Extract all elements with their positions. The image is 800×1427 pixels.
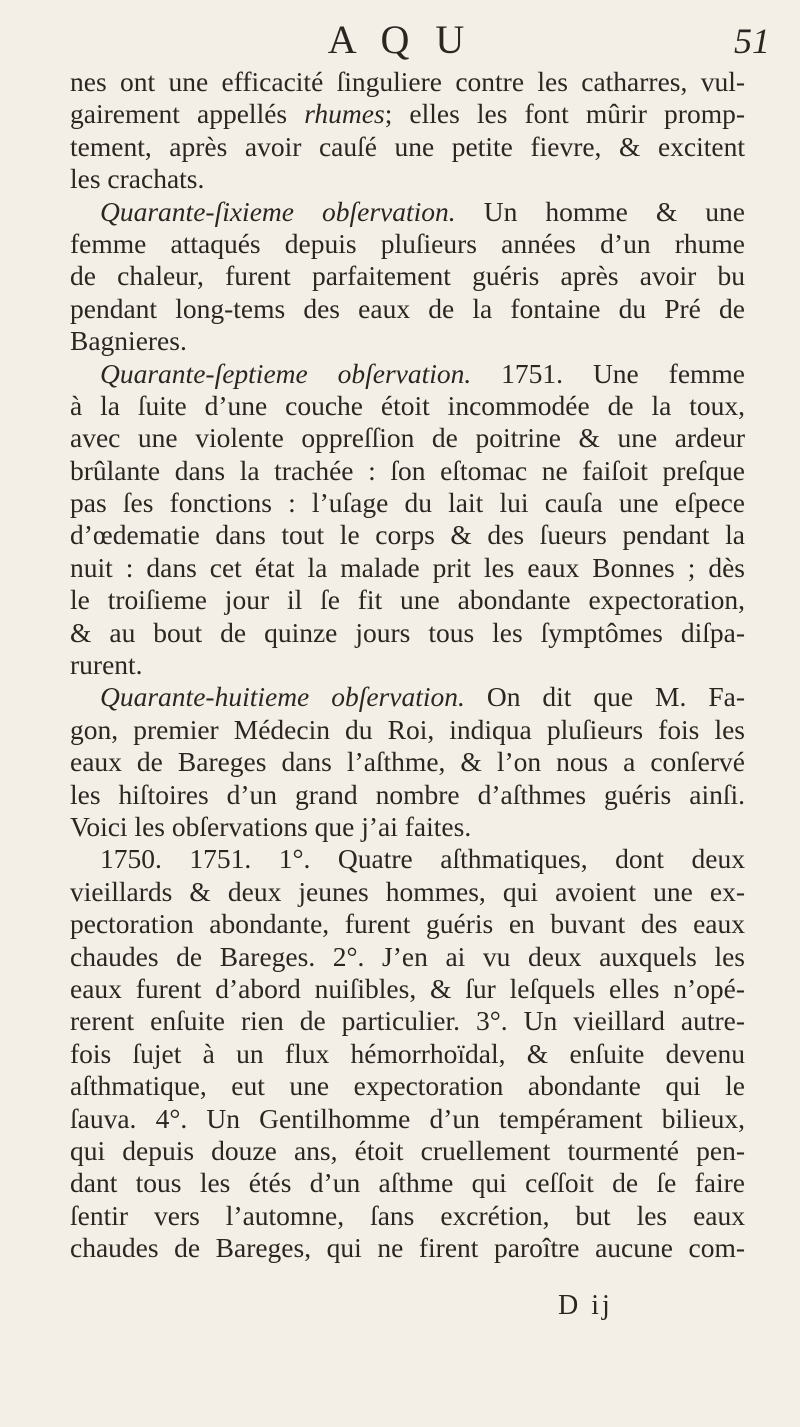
text-span: femme attaqués depuis pluſieurs années d’un rhume — [70, 227, 745, 259]
text-line — [70, 487, 745, 519]
text-line — [70, 519, 745, 551]
page-header — [0, 14, 800, 64]
text-line — [70, 584, 745, 616]
text-line — [70, 1038, 745, 1070]
text-line — [70, 163, 745, 195]
italic-text: Quarante-ſeptieme obſervation. — [100, 357, 472, 389]
text-span: ſauva. 4°. Un Gentilhomme d’un tempérament bilieux, — [70, 1102, 745, 1134]
text-span: pectoration abondante, furent guéris en buvant des eaux — [70, 908, 745, 940]
text-line — [70, 1005, 745, 1037]
text-line — [70, 422, 745, 454]
text-line — [70, 779, 745, 811]
text-span: & au bout de quinze jours tous les ſymptômes diſpa- — [70, 616, 745, 648]
text-line — [70, 260, 745, 292]
page-number: 51 — [734, 21, 770, 61]
text-span: ; elles les font mûrir promp- — [384, 98, 745, 130]
text-span: Un homme & une — [455, 195, 746, 227]
text-span: rurent. — [70, 649, 143, 681]
text-span: aſthmatique, eut une expectoration abondante qui le — [70, 1070, 745, 1102]
text-line — [70, 1070, 745, 1102]
text-span: gairement appellés — [70, 98, 305, 130]
text-line — [70, 941, 745, 973]
text-span: les crachats. — [70, 163, 205, 195]
running-head: A Q U — [327, 17, 473, 62]
text-span: brûlante dans la trachée : ſon eſtomac ne faiſoit preſque — [70, 454, 745, 486]
text-span: tement, après avoir cauſé une petite fievre, & excitent — [70, 130, 745, 162]
text-span: Bagnieres. — [70, 325, 187, 357]
text-span: 1750. 1751. 1°. Quatre aſthmatiques, dont deux — [100, 843, 745, 875]
text-line — [70, 714, 745, 746]
text-line — [70, 1103, 745, 1135]
text-line — [70, 1232, 745, 1264]
text-span: On dit que M. Fa- — [464, 681, 745, 713]
text-line — [70, 390, 745, 422]
text-line — [70, 1135, 745, 1167]
text-line — [70, 131, 745, 163]
body-text — [70, 66, 745, 1264]
text-line — [70, 843, 745, 875]
text-span: fois ſujet à un flux hémorrhoïdal, & enſuite devenu — [70, 1037, 745, 1069]
text-line — [70, 876, 745, 908]
text-span: eaux furent d’abord nuiſibles, & ſur leſquels elles n’opé- — [70, 972, 745, 1004]
text-line — [70, 228, 745, 260]
text-span: vieillards & deux jeunes hommes, qui avoient une ex- — [70, 875, 745, 907]
italic-text: Quarante-huitieme obſervation. — [100, 681, 465, 713]
text-span: pendant long-tems des eaux de la fontaine du Pré de — [70, 292, 745, 324]
signature-mark: D ij — [558, 1290, 613, 1321]
italic-text: rhumes — [304, 98, 385, 130]
text-span: rerent enſuite rien de particulier. 3°. Un vieillard autre- — [70, 1005, 745, 1037]
text-span: ſentir vers l’automne, ſans excrétion, but les eaux — [70, 1199, 745, 1231]
text-line — [70, 66, 745, 98]
text-span: avec une violente oppreſſion de poitrine & une ardeur — [70, 422, 745, 454]
text-line — [70, 746, 745, 778]
text-span: qui depuis douze ans, étoit cruellement tourmenté pen- — [70, 1134, 745, 1166]
text-span: nuit : dans cet état la malade prit les eaux Bonnes ; dès — [70, 551, 745, 583]
text-span: eaux de Bareges dans l’aſthme, & l’on nous a conſervé — [70, 746, 745, 778]
text-line — [70, 325, 745, 357]
text-line — [70, 1200, 745, 1232]
text-span: les hiſtoires d’un grand nombre d’aſthmes guéris ainſi. — [70, 778, 745, 810]
text-line — [70, 617, 745, 649]
text-span: gon, premier Médecin du Roi, indiqua pluſieurs fois les — [70, 713, 745, 745]
text-span: le troiſieme jour il ſe fit une abondante expectoration, — [70, 584, 745, 616]
text-line — [70, 552, 745, 584]
text-span: pas ſes fonctions : l’uſage du lait lui cauſa une eſpece — [70, 487, 745, 519]
text-span: chaudes de Bareges, qui ne firent paroître aucune com- — [70, 1232, 745, 1264]
text-line — [70, 649, 745, 681]
text-span: Voici les obſervations que j’ai faites. — [70, 810, 472, 842]
text-span: de chaleur, furent parfaitement guéris après avoir bu — [70, 260, 745, 292]
text-span: chaudes de Bareges. 2°. J’en ai vu deux auxquels les — [70, 940, 745, 972]
text-line — [70, 98, 745, 130]
text-line — [70, 681, 745, 713]
text-span: nes ont une efficacité ſinguliere contre les catharres, vul- — [70, 66, 745, 97]
text-line — [70, 908, 745, 940]
text-line — [70, 973, 745, 1005]
text-span: dant tous les étés d’un aſthme qui ceſſoit de ſe faire — [70, 1167, 745, 1199]
text-span: d’œdematie dans tout le corps & des ſueurs pendant la — [70, 519, 745, 551]
text-line — [70, 455, 745, 487]
text-line — [70, 1167, 745, 1199]
text-line — [70, 811, 745, 843]
text-span: à la ſuite d’une couche étoit incommodée de la toux, — [70, 389, 745, 421]
text-line — [70, 196, 745, 228]
text-line — [70, 358, 745, 390]
text-line — [70, 293, 745, 325]
text-span: 1751. Une femme — [471, 357, 746, 389]
italic-text: Quarante-ſixieme obſervation. — [100, 195, 456, 227]
